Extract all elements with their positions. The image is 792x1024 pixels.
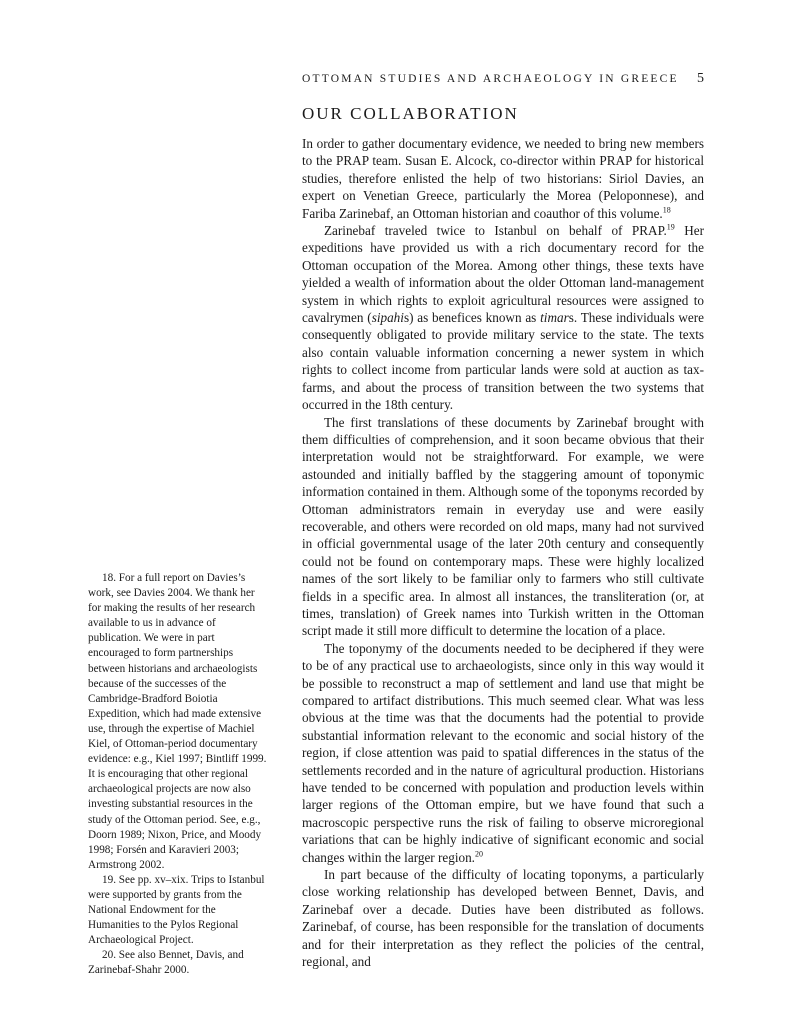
footnote-19: 19. See pp. xv–xix. Trips to Istanbul were supported by grants from the National Endowment for the Humanities to the Pylos Regional Archaeological Project. bbox=[88, 873, 265, 947]
main-text bbox=[302, 135, 704, 971]
note-ref-20: 20 bbox=[474, 849, 483, 859]
paragraph-1 bbox=[302, 135, 704, 222]
term-sipahi: sipahi bbox=[371, 310, 404, 326]
paragraph-4 bbox=[302, 640, 704, 866]
term-timar: timar bbox=[540, 310, 569, 326]
paragraph-2 bbox=[302, 222, 704, 413]
term-sipahi-suffix: s bbox=[403, 310, 410, 326]
paragraph-5: In part because of the difficulty of locating toponyms, a particularly close working relationship has developed between Bennet, Davis, and Zarinebaf over a decade. Duties have been distributed as follows. Zarinebaf, of course, has been responsible for the translation of documents and for their interpretation as they reflect the policies of the central, regional, and bbox=[302, 867, 704, 970]
page-number: 5 bbox=[697, 71, 704, 86]
section-title: OUR COLLABORATION bbox=[302, 104, 519, 123]
footnote-20: 20. See also Bennet, Davis, and Zarinebaf-Shahr 2000. bbox=[88, 949, 244, 977]
note-ref-19: 19 bbox=[666, 222, 675, 232]
note-ref-18: 18 bbox=[662, 205, 671, 215]
footnotes bbox=[88, 571, 268, 979]
term-timar-suffix: s bbox=[568, 310, 574, 326]
paragraph-2-text-c: ) as benefices known as bbox=[409, 310, 541, 326]
paragraph-3: The first translations of these documents by Zarinebaf brought with them difficulties of comprehension, and it soon became obvious that their interpretation would not be straightforward. For example, we were astounded and initially baffled by the staggering amount of toponymic information contained in them. Although some of the toponyms recorded by Ottoman administrators remain in everyday use and were easily recoverable, and others were recorded on old maps, many had not survived in official governmental usage of the later 20th century and consequently could not be found on contemporary maps. These were highly localized names of the sort likely to be familiar only to farmers who still cultivate fields in a specific area. In almost all instances, the transliteration (or, at times, translation) of Greek names into Turkish written in the Ottoman script made it still more difficult to determine the location of a place. bbox=[302, 414, 704, 639]
paragraph-2-text-b: Her expeditions have provided us with a rich documentary record for the Ottoman occupation of the Morea. Among other things, these texts have yielded a wealth of information about the older Ottoman land-management system in which rights to exploit agricultural resources were assigned to cavalrymen ( bbox=[302, 223, 704, 326]
running-head-title: OTTOMAN STUDIES AND ARCHAEOLOGY IN GREECE bbox=[302, 73, 679, 85]
footnote-18: 18. For a full report on Davies’s work, see Davies 2004. We thank her for making the results of her research available to us in advance of publication. We were in part encouraged to form partnerships between historians and archaeologists because of the successes of the Cambridge-Bradford Boiotia Expedition, which had made extensive use, through the expertise of Machiel Kiel, of Ottoman-period documentary evidence: e.g., Kiel 1997; Bintliff 1999. It is encouraging that other regional archaeological projects are now also investing substantial resources in the study of the Ottoman period. See, e.g., Doorn 1989; Nixon, Price, and Moody 1998; Forsén and Karavieri 2003; Armstrong 2002. bbox=[88, 572, 267, 871]
paragraph-1-text: In order to gather documentary evidence, we needed to bring new members to the PRAP team. Susan E. Alcock, co-director within PRAP for historical studies, therefore enlisted the help of two historians: Siriol Davies, an expert on Venetian Greece, particularly the Morea (Peloponnese), and Fariba Zarinebaf, an Ottoman historian and coauthor of this volume. bbox=[302, 136, 704, 221]
paragraph-2-text-a: Zarinebaf traveled twice to Istanbul on behalf of PRAP. bbox=[324, 223, 667, 239]
paragraph-4-text: The toponymy of the documents needed to be deciphered if they were to be of any practical use to archaeologists, since only in this way would it be possible to reconstruct a map of settlement and land use that might be compared to artifact distributions. This much seemed clear. What was less obvious at the time was that the documents had the potential to provide substantial information relevant to the economic and social history of the region, if close attention was paid to spatial differences in the status of the settlements recorded and in the nature of agricultural production. Historians have tended to be concerned with population and production levels within larger regions of the Ottoman empire, but we have found that such a macroscopic perspective runs the risk of failing to observe microregional variations that can be highly indicative of significant economic and social changes within the larger region. bbox=[302, 640, 704, 865]
paragraph-2-text-d: . These individuals were consequently obligated to provide military service to the state. The texts also contain valuable information concerning a newer system in which rights to collect income from particular lands were sold at auction as tax-farms, and about the process of transition between the two systems that occurred in the 18th century. bbox=[302, 310, 705, 413]
